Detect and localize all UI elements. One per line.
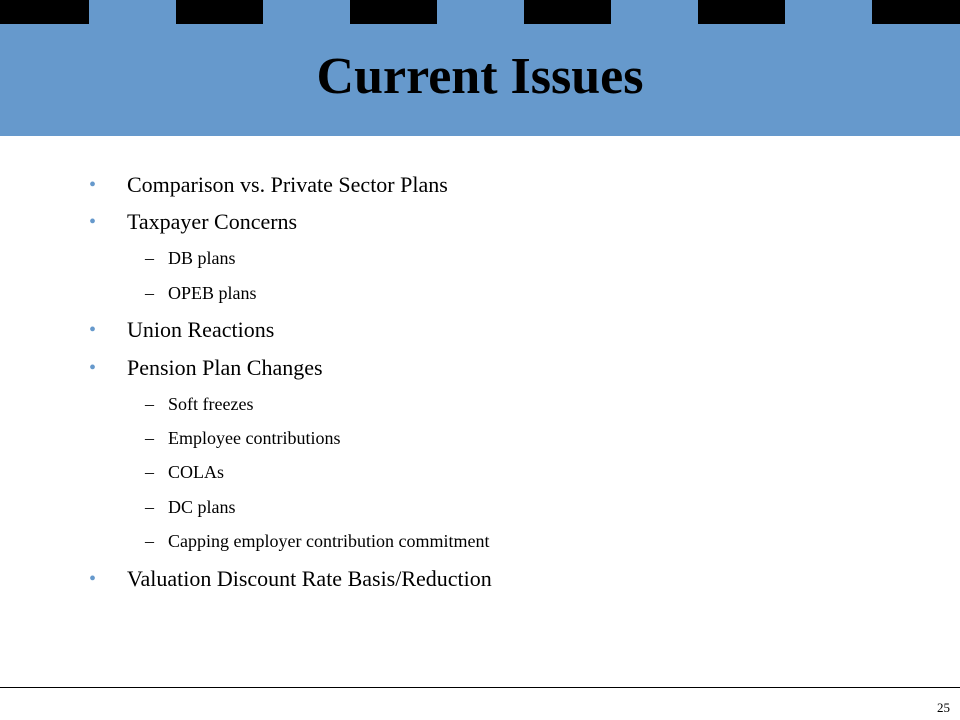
bullet-text: Union Reactions [127,317,275,342]
dash-icon: – [145,462,154,482]
dash-icon: – [145,531,154,551]
footer-divider [0,687,960,688]
sub-bullet-text: Employee contributions [168,428,341,448]
bullet-text: Comparison vs. Private Sector Plans [127,172,448,197]
sub-bullet-text: OPEB plans [168,283,257,303]
bullet-icon: • [89,357,97,379]
sub-bullet-text: DB plans [168,248,236,268]
sub-bullet-text: Capping employer contribution commitment [168,531,490,551]
dash-icon: – [145,283,154,303]
dash-icon: – [145,428,154,448]
bullet-icon: • [89,174,97,196]
page-number: 25 [937,700,950,715]
dash-icon: – [145,497,154,517]
sub-bullet-text: COLAs [168,462,225,482]
bullet-icon: • [89,568,97,590]
sub-bullet-text: Soft freezes [168,394,254,414]
sub-bullet-text: DC plans [168,497,236,517]
slide-title: Current Issues [316,48,644,105]
bullet-text: Taxpayer Concerns [127,209,298,234]
bullet-text: Valuation Discount Rate Basis/Reduction [127,566,492,591]
bullet-icon: • [89,319,97,341]
bullet-text: Pension Plan Changes [127,355,323,380]
bullet-icon: • [89,211,97,233]
dash-icon: – [145,394,154,414]
dash-icon: – [145,248,154,268]
